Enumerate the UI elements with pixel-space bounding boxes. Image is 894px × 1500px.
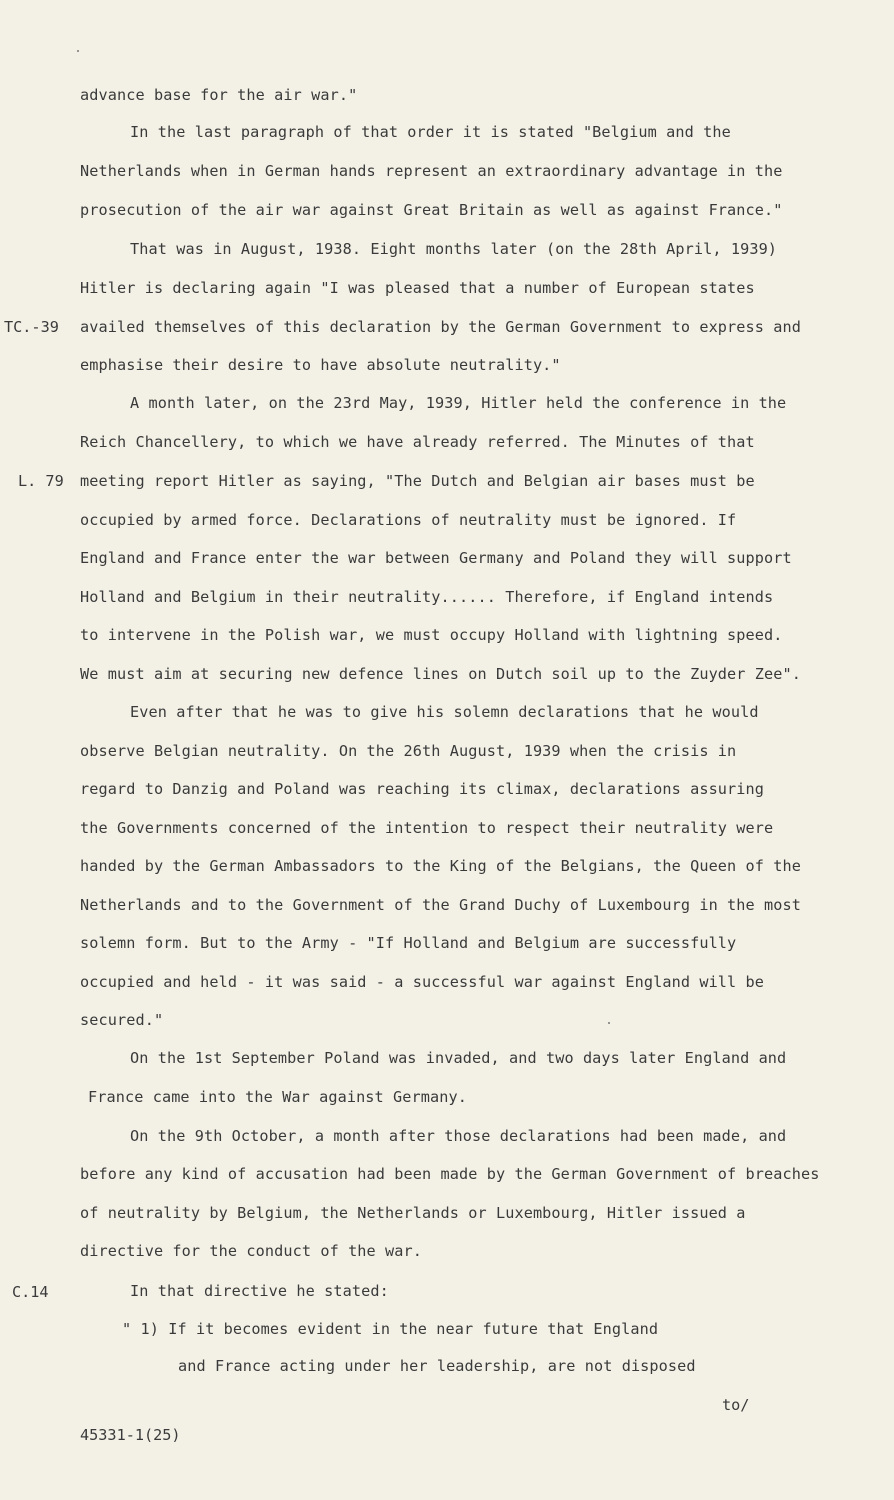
footer-code: 45331-1(25)	[80, 1426, 181, 1444]
text-line: emphasise their desire to have absolute neutrality."	[80, 356, 561, 374]
text-line: availed themselves of this declaration by the German Government to express and	[80, 318, 802, 336]
text-line: to intervene in the Polish war, we must occupy Holland with lightning speed.	[80, 626, 783, 644]
text-line: prosecution of the air war against Great Britain as well as against France."	[80, 201, 783, 219]
text-line: the Governments concerned of the intention to respect their neutrality were	[80, 819, 774, 837]
text-line: Holland and Belgium in their neutrality...... Therefore, if England intends	[80, 588, 774, 606]
text-line: of neutrality by Belgium, the Netherlands or Luxembourg, Hitler issued a	[80, 1204, 746, 1222]
text-line: solemn form. But to the Army - "If Holland and Belgium are successfully	[80, 934, 737, 952]
text-line: We must aim at securing new defence lines on Dutch soil up to the Zuyder Zee".	[80, 665, 802, 683]
text-line: In that directive he stated:	[130, 1282, 389, 1300]
text-line: Netherlands when in German hands represent an extraordinary advantage in the	[80, 162, 783, 180]
text-line: observe Belgian neutrality. On the 26th August, 1939 when the crisis in	[80, 742, 737, 760]
text-line: Hitler is declaring again "I was pleased that a number of European states	[80, 279, 755, 297]
text-line: A month later, on the 23rd May, 1939, Hitler held the conference in the	[130, 394, 787, 412]
catchword: to/	[722, 1396, 750, 1414]
text-line: France came into the War against Germany.	[88, 1088, 467, 1106]
text-line: regard to Danzig and Poland was reaching its climax, declarations assuring	[80, 780, 765, 798]
text-line: handed by the German Ambassadors to the King of the Belgians, the Queen of the	[80, 857, 802, 875]
text-line: advance base for the air war."	[80, 86, 358, 104]
text-line: meeting report Hitler as saying, "The Dutch and Belgian air bases must be	[80, 472, 755, 490]
paper-speck	[77, 50, 79, 52]
text-line: and France acting under her leadership, are not disposed	[178, 1357, 696, 1375]
text-line: England and France enter the war between Germany and Poland they will support	[80, 549, 792, 567]
text-line: occupied by armed force. Declarations of neutrality must be ignored. If	[80, 511, 737, 529]
text-line: occupied and held - it was said - a successful war against England will be	[80, 973, 765, 991]
paper-speck	[608, 1022, 610, 1024]
margin-note: L. 79	[18, 472, 64, 490]
text-line: secured."	[80, 1011, 164, 1029]
margin-note: C.14	[12, 1283, 49, 1301]
text-line: before any kind of accusation had been made by the German Government of breaches	[80, 1165, 820, 1183]
text-line: directive for the conduct of the war.	[80, 1242, 423, 1260]
text-line: " 1) If it becomes evident in the near future that England	[122, 1320, 659, 1338]
text-line: That was in August, 1938. Eight months later (on the 28th April, 1939)	[130, 240, 778, 258]
text-line: In the last paragraph of that order it is stated "Belgium and the	[130, 123, 731, 141]
text-line: Reich Chancellery, to which we have already referred. The Minutes of that	[80, 433, 755, 451]
text-line: On the 1st September Poland was invaded, and two days later England and	[130, 1049, 787, 1067]
text-line: Even after that he was to give his solemn declarations that he would	[130, 703, 759, 721]
text-line: Netherlands and to the Government of the Grand Duchy of Luxembourg in the most	[80, 896, 802, 914]
margin-note: TC.-39	[4, 318, 59, 336]
text-line: On the 9th October, a month after those declarations had been made, and	[130, 1127, 787, 1145]
